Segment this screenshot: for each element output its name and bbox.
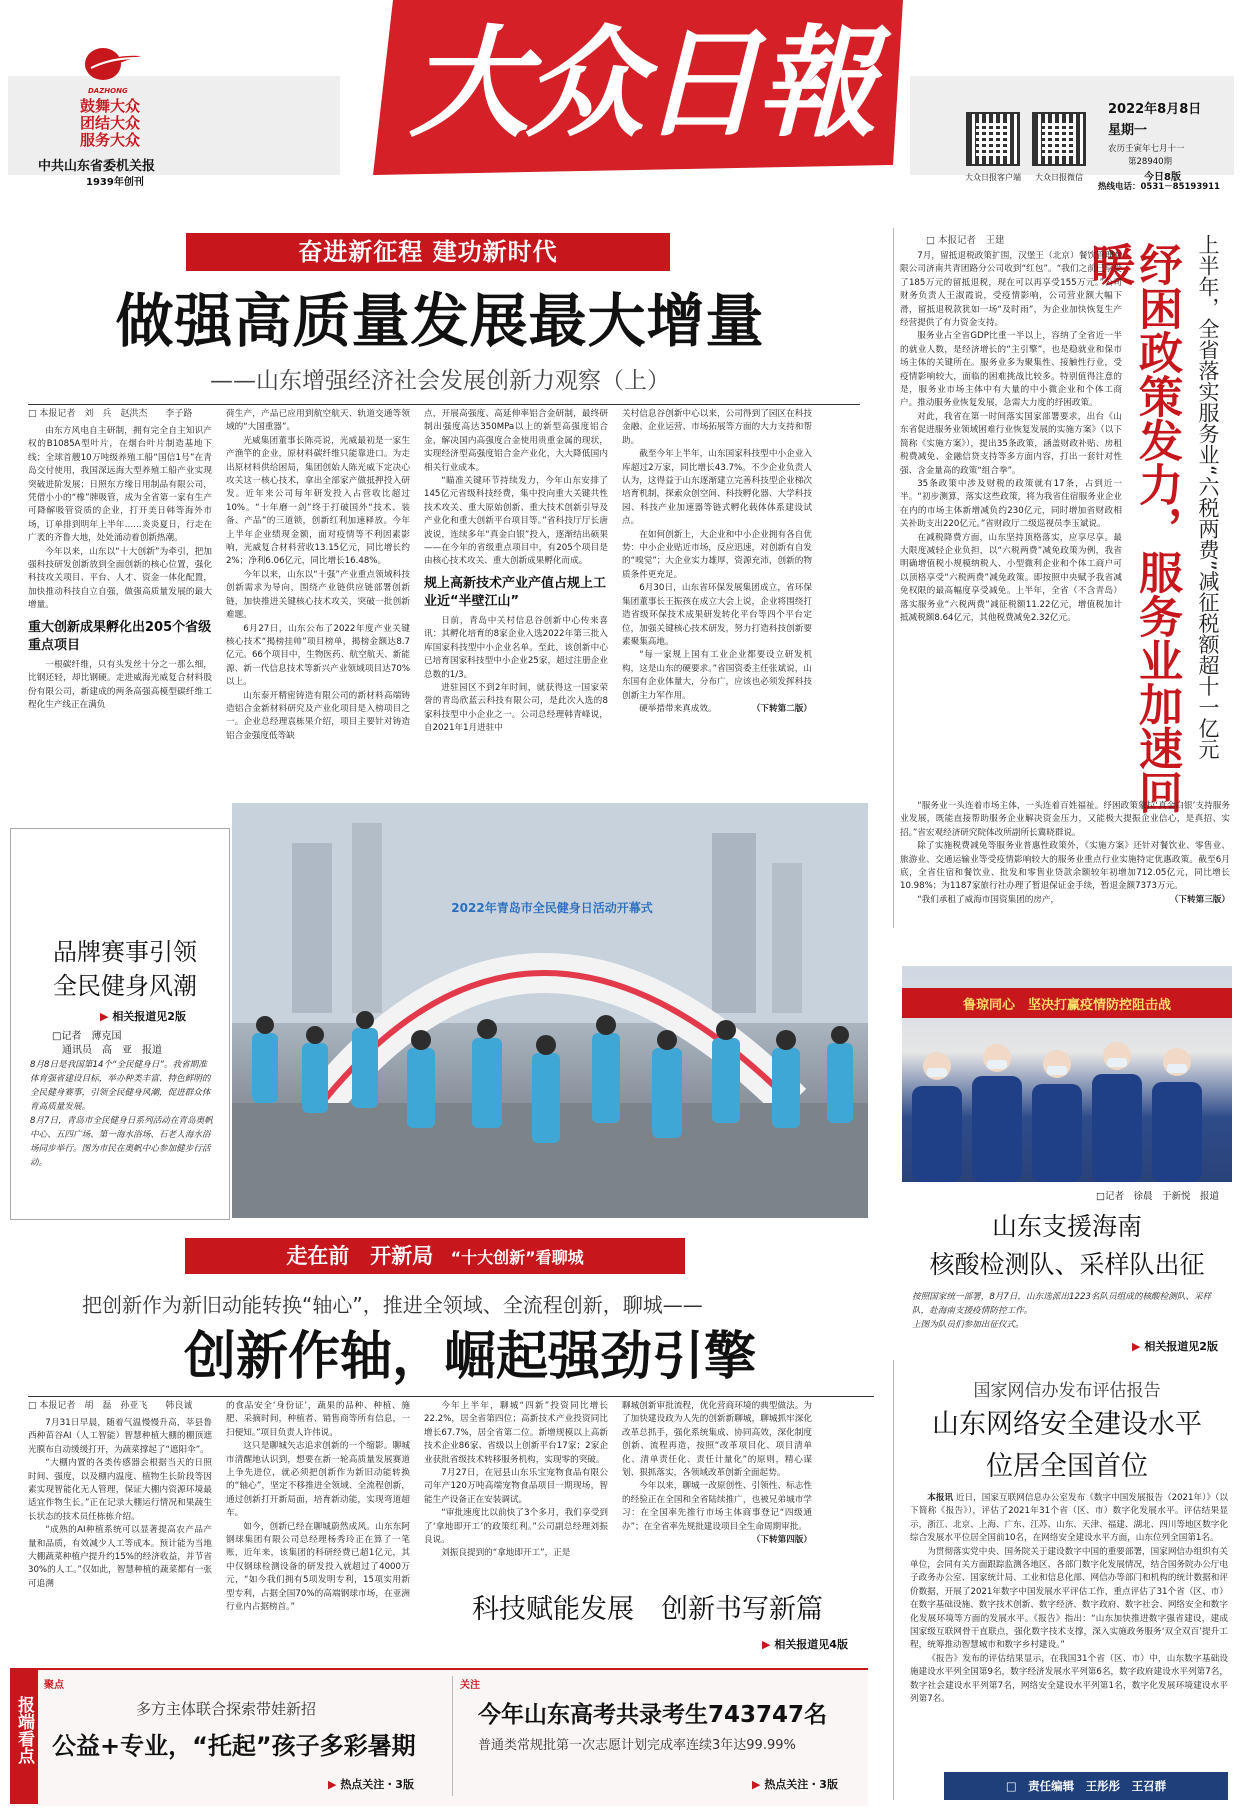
arrow-right-icon: ▶ [762,1638,771,1651]
cyber-divider [893,1360,894,1800]
fitness-headline: 品牌赛事引领 全民健身风潮 [53,938,197,1000]
qr-code-client[interactable] [966,112,1020,166]
second-banner-tag: “十大创新”看聊城 [450,1248,584,1267]
lead-col2-p1: 荷生产，产品已应用到航空航天、轨道交通等领域的“大国重器”。 [226,409,410,433]
second-jump[interactable]: （下转第四版） [751,1535,812,1546]
right-story-p6: “服务业一头连着市场主体，一头连着百姓福祉。纾困政策象拉‘真金白银’支持服务业发展，既能直接帮助服务企业解决资金压力，又能极大提振企业信心，是真招、实招。”省宏观经济研究院体改所副所长冀晓群说。 [900,801,1230,838]
fitness-arch-text: 2022年青岛市全民健身日活动开幕式 [451,901,653,915]
medical-caption: 按照国家统一部署，8月7日，山东选派出1223名队员组成的核酸检测队、采样队，赴海南支援疫情防控工作。 上图为队员们参加出征仪式。 [912,1292,1212,1330]
issue-info [1108,98,1232,183]
lead-col3-p3: 日前，青岛中关村信息谷创新中心传来喜讯：其孵化培育的8家企业入选2022年第三批入库国家科技型中小企业名单。至此，该创新中心已培育国家科技型中小企业25家，超过注册企业总数的1/3。 [424,615,608,680]
lead-col2-p2: 光威集团董事长陈亮说，光威最初是一家生产渔竿的企业，原材料碳纤维只能靠进口。为走出原材料供给困局，集团创始人陈光威下定决心攻关这一核心技术，拿出全部家产做抵押投入研发。近年来公司每年研发投入占营收比超过10%。“十年磨一剑”终于打破国外“技术、装备、产品”的三道锁，创新红利加速释放。今年上半年企业绩现金额，面对疫情等不利因素影响，光威复合材料营收13.15亿元，同比增长约2%；净利6.06亿元，同比增长16.48%。 [226,435,410,567]
arrow-right-icon: ▶ [100,1010,109,1023]
second-rule [28,1396,874,1397]
teaser-2-tag: 关注 [460,1680,480,1691]
lead-col4-p6 [622,703,812,716]
teaser-1[interactable] [44,1676,444,1800]
cyber-body [910,1492,1228,1758]
medical-photo [902,966,1232,1182]
arrow-right-icon: ▶ [328,1778,337,1791]
lead-col-1 [28,408,212,800]
right-story-headline: 纾困政策发力，服务业加速回暖 [1083,242,1182,814]
second-col-4 [622,1400,812,1580]
right-story-p8-text: “我们承租了威海市国资集团的房产， [917,894,1060,905]
second-see-also[interactable] [762,1636,848,1652]
lead-col4-p2: 截至今年上半年，山东国家科技型中小企业入库超过2万家，同比增长43.7%。不少企业负责人认为，这得益于山东逐渐建立完善科技型企业梯次培育机制，探索众创空间、科技孵化器、大学科技园、科技产业加速器等链式孵化载体体系建设试点。 [622,449,812,527]
editors-bar [944,1772,1228,1800]
slogan-line-1: 鼓舞大众 [80,97,141,115]
second-banner [185,1238,685,1274]
arrow-right-icon: ▶ [752,1778,761,1791]
cyber-headline: 山东网络安全建设水平 位居全国首位 [932,1409,1202,1482]
lead-col4-p6-text: 硬举措带来真成效。 [639,703,717,714]
editors-text: □ 责任编辑 王彤彤 王召群 [1005,1779,1167,1793]
cyber-p3: 《报告》发布的评估结果显示，在我国31个省（区、市）中，山东数字基础设施建设水平列全国第9名，数字经济发展水平列第6名，数字政府建设水平列第7名，数字社会建设水平列第7名，网络安全建设水平列第1名，数字化发展环境建设水平列第7名。 [910,1653,1228,1705]
org-name: 中共山东省委机关报 [38,159,156,174]
lead-col1-p1: 由东方风电自主研制，拥有完全自主知识产权的B1085A型叶片，在烟台叶片制造基地下线；全球首艘10万吨级养殖工船“国信1号”在青岛交付使用，我国深远海大型养殖工船产业实现突破进阶发展；日照东方缘日用制品有限公司，凭借小小的“橡”牌吸管，成为全省第一家有生产可降解吸管资质的企业，打开美日韩等海外市场，订单排到明年上半年……炎炎夏日，行走在广袤的齐鲁大地，处处涌动着创新热潮。 [28,426,212,544]
lead-rule [28,404,860,405]
teaser-1-more [328,1776,414,1792]
hotline: 热线电话：0531－85193911 [1098,182,1220,192]
side-label-text: 报端看点 [14,1696,34,1764]
second-kicker: 把创新作为新旧动能转换“轴心”，推进全领域、全流程创新，聊城—— [82,1293,703,1317]
second-col3-p1: 今年上半年，聊城“四新”投资同比增长22.2%，居全省第四位；高新技术产业投资同比增长67.7%，居全省第二位。新增规模以上高新技术企业86家、省级以上创新平台17家；2家企业获批省级技术转移服务机构，实现零的突破。 [424,1401,608,1465]
right-story-jump[interactable]: （下转第三版） [1169,894,1230,905]
issue-lunar: 农历壬寅年七月十一 [1108,144,1185,154]
masthead [8,0,1234,192]
fitness-photo [232,803,868,1218]
teaser-1-kicker: 多方主体联合探索带娃新招 [136,1700,317,1718]
cyber-p2: 为贯彻落实党中央、国务院关于建设数字中国的重要部署，国家网信办组织有关单位，会同有关方面跟踪监测各地区、各部门数字化发展情况，结合国务院办公厅电子政务办公室、国家统计局、工业和信息化部、网信办等部门和机构的统计数据和评价数据，开展了2021年数字中国发展水平评估工作，重点评估了31个省（区、市）在数字基础设施、数字技术创新、数字经济、数字政府、数字社会、网络安全和数字化发展环境等方面的发展水平。《报告》指出：“山东加快推进数字强省建设，建成国家级互联网骨干直联点，强化数字技术支撑，深入实施政务服务‘双全双百’提升工程，统筹推动智慧城市和数字乡村建设。” [910,1546,1228,1651]
logo-text: DAZHONG [88,87,128,95]
right-story-byline: □ 本报记者 王建 [926,235,1005,246]
second-col1-p3: “成熟的AI种植系统可以显著提高农产品产量和品质，有效减少人工等成本。预计能为当地大棚蔬菜种植户提升约15%的经济收益，并节省30%的人工。”仅如此，智慧种植的蔬菜都有一张可追溯 [28,1525,212,1589]
second-byline: □ 本报记者 胡 磊 孙亚飞 韩良诚 [28,1401,193,1411]
second-see-also-text: 相关报道见4版 [774,1638,848,1651]
teaser-2-kicker: 普通类常规批第一次志愿计划完成率连续3年达99.99% [478,1738,796,1753]
lead-col3-p1: 点，开展高强度、高延伸率铝合金研制，最终研制出强度高达350MPa以上的新型高强度铝合金，解决国内高强度合金使用贵重金属的现状，实现经济型高强度铝合金产业化，大大降低国内相关行业成本。 [424,409,608,473]
lead-col2-p4: 6月27日，山东公布了2022年度产业关键核心技术“揭榜挂帅”项目榜单，揭榜金额达8.7亿元。66个项目中，生物医药、航空航天、新能源、新一代信息技术等新兴产业领域项目达70%以上。 [226,623,410,688]
cyber-p1-text: 近日，国家互联网信息办公室发布《数字中国发展报告（2021年）》（以下简称《报告》），评估了2021年31个省（区、市）数字化发展水平。评估结果显示，浙江、北京、上海、广东、江苏、山东、天津、福建、湖北、四川等地区数字化综合发展水平位居全国前10名，在网络安全建设水平方面，山东位列全国第1名。 [910,1493,1228,1544]
newspaper-title: 大众日報 [409,13,873,154]
second-banner-2: 科技赋能发展 创新书写新篇 [472,1594,823,1625]
teaser-2[interactable] [460,1676,860,1800]
right-story-p5: 在减税降费方面，山东坚持顶格落实，应享尽享。最大限度减轻企业负担，以“六税两费”减免政策为例，我省明确增值税小规模纳税人、小型微利企业和个体工商户可以顶格享受“六税两费”减免政策。即按照中央赋予我省减免权限的最高幅度享受减免。上半年，全省（不含青岛）落实服务业“六税两费”减征税额11.22亿元，增值税加计抵减税额8.64亿元，其他税费减免2.32亿元。 [900,532,1122,623]
fitness-caption: 8月8日是我国第14个“全民健身日”。我省期准体育强省建设目标，举办种类丰富、特色鲜明的全民健身赛事，引领全民健身风潮，促进群众体育高质量发展。 8月7日，青岛市全民健身日系列活动在青岛奥帆中心、五四广场、第一海水浴场、石老人海水浴场同步举行。图为市民在奥帆中心参加健步行活动。 [30,1060,213,1168]
medical-banner-text: 鲁琼同心 坚决打赢疫情防控阻击战 [962,998,1171,1013]
lead-col4-p5: “每一家规上国有工业企业都要设立研发机构，这是山东的硬要求。”省国资委主任张斌说，山东国有企业体量大，分布广，应该也必须发挥科技创新主力军作用。 [622,650,812,701]
lead-col-2 [226,408,410,800]
slogan-line-2: 团结大众 [80,114,141,132]
lead-col4-p1: 关村信息谷创新中心以来，公司得到了园区在科技金融、企业运营、市场拓展等方面的大力支持和帮助。 [622,409,812,446]
second-col-1 [28,1400,212,1650]
teaser-2-headline: 今年山东高考共录考生743747名 [478,1702,828,1728]
lead-col3-subhead: 规上高新技术产业产值占规上工业近“半壁江山” [424,575,607,609]
title-block [373,0,903,175]
lead-col2-p5: 山东泰开精密铸造有限公司的新材料高端铸造铝合金新材料研究及产业化项目是入榜项目之一。企业总经理袁栋果介绍，项目主要针对铸造铝合金强度低等缺 [226,690,410,741]
teaser-2-more-text: 热点关注・3版 [764,1778,838,1791]
cyber-p1 [910,1492,1228,1546]
fitness-see-also[interactable] [100,1008,186,1024]
lead-col3-p4: 进驻园区不到2年时间，就获得这一国家荣誉的青岛欣蓝云科技有限公司，是此次入选的8家科技型中小企业之一。公司总经理韩青峰说，自2021年1月进驻中 [424,682,608,734]
lead-col1-subhead: 重大创新成果孵化出205个省级重点项目 [28,619,212,653]
second-col2-p1: 的食品安全‘身份证’，蔬果的品种、种植、施肥、采摘时间，种植者、销售商等所有信息，一扫便知。”项目负责人许伟说。 [226,1401,410,1438]
qr-code-wechat[interactable] [1032,112,1086,166]
lead-col1-p3: 一根碳纤维，只有头发丝十分之一那么细，比钢还轻，却比钢硬。走进威海光威复合材料股份有限公司，新建成的两条高强高模型碳纤维工程化生产线正在满负 [28,659,212,710]
lead-col1-p2: 今年以来，山东以“十大创新”为牵引，把加强科技研发创新放到全面创新的核心位置，强化科技攻关项目、平台、人才、资金一体化配置，加快推动科技自立自强，做强高质量发展的最大增量。 [28,546,212,611]
founded: 1939年创刊 [86,177,144,188]
right-story-p1: 7月，留抵退税政策扩围，汉堡王（北京）餐饮管理有限公司济南共青团路分公司收到“红包”。“我们之前已享受了185万元的留抵退税，现在可以再享受155万元。”公司财务负责人王淑霞说，受疫情影响，公司营业额大幅下滑，留抵退税款犹如一场“及时雨”，为企业加快恢复生产经营提供了有力资金支持。 [900,251,1122,329]
cyber-kicker: 国家网信办发布评估报告 [973,1381,1161,1401]
second-col3-p4: 刘振良提到的“拿地即开工”，正是 [441,1548,571,1559]
right-story-p7: 除了实施税费减免等服务业普惠性政策外，《实施方案》还针对餐饮业、零售业、旅游业、交通运输业等受疫情影响较大的服务业重点行业实施特定优惠政策。截至6月底，全省住宿和餐饮业、批发和零售业贷款余额较年初增加712.05亿元，同比增长10.98%；为1187家旅行社办理了暂退保证金手续，暂退金额7373万元。 [900,841,1230,892]
lead-col-3 [424,408,608,800]
second-col1-p1: 7月31日早晨，随着气温慢慢升高，莘县鲁西种苗谷AI（人工智能）智慧种植大棚的棚顶遮光膜布自动缓缓打开，为蔬菜撑起了“遮阳伞”。 [28,1418,212,1455]
second-col4-p2: 今年以来，聊城一改原创性、引领性、标志性的经验正在全国和全省陆续推广，也被兄弟城市学习：在全国率先推行市场主体商事登记“四级通办”；在全省率先规批建设项目全生命周期审批。 [622,1481,812,1532]
second-col1-p2: “大棚内置的各类传感器会根据当天的日照时间、强度，以及棚内温度、植物生长阶段等因素实现智能化无人管理，保证大棚内资源环境最适宜作物生长。”正在记录大棚运行情况和果蔬生长状态的技术员任栋栋介绍。 [28,1458,212,1522]
issue-date: 2022年8月8日 [1108,102,1202,117]
second-col-3 [424,1400,608,1580]
side-label [10,1668,38,1804]
second-col2-p2: 这只是聊城矢志追求创新的一个缩影。聊城市清醒地认识到，想要在新一轮高质量发展赛道上争先进位，就必须把创新作为新旧动能转换的“轴心”，坚定不移推进全领域、全流程创新，通过创新打开新局面，培育新动能，实现弯道超车。 [226,1441,410,1519]
second-col4-p3 [622,1534,812,1547]
medical-see-also[interactable] [1132,1338,1218,1354]
right-story-p8 [900,894,1230,907]
teaser-2-more [752,1776,838,1792]
issue-number: 第28940期 [1128,157,1173,167]
slogan [80,98,140,149]
teaser-1-headline: 公益+专业，“托起”孩子多彩暑期 [52,1732,416,1760]
second-col3-p2: 7月27日，在冠县山东乐宝宠物食品有限公司年产120万吨高端宠物食品项目一期现场，智能生产设备正在安装调试。 [424,1468,608,1505]
medical-byline: □记者 徐晨 于新悦 报道 [1096,1191,1219,1202]
teaser-divider [452,1676,453,1796]
teaser-1-tag: 聚点 [44,1680,64,1691]
medical-headline: 山东支援海南 核酸检测队、采样队出征 [929,1212,1205,1279]
lead-headline: 做强高质量发展最大增量 [115,287,765,355]
lead-col3-p2: “瞄准关键环节持续发力，今年山东安排了145亿元省级科技经费，集中投向重大关键共性技术攻关、重大原始创新、重大技术创新引导及产业化和重大创新平台项目等。”省科技厅厅长唐波说，连续多年“真金白银”投入，逐渐结出硕果——在今年的省级重点项目中，有205个项目是由核心技术攻关、重大创新成果孵化而成。 [424,476,608,567]
lead-col4-p3: 在如何创新上，大企业和中小企业拥有各自优势：中小企业贴近市场，反应迅速，对创新有自发的“嗅觉”；大企业实力雄厚，资源充沛，创新的物质条件更充足。 [622,529,812,580]
right-story-p2: 服务业占全省GDP比重一半以上，容纳了全省近一半的就业人数，是经济增长的“主引擎”，也是稳就业和保市场主体的关键所在。服务业多为聚集性、接触性行业，受疫情影响较大，面临的困难挑战比较多。特别值得注意的是，服务业市场主体中有大量的中小微企业和个体工商户。推动服务业恢复发展，急需大力度的纾困政策。 [900,331,1122,409]
second-col-2 [226,1400,410,1650]
lead-col4-p4: 6月30日，山东省环保发展集团成立，省环保集团董事长王振孩在成立大会上说，企业将围绕打造省级环保技术成果研发转化平台等四个平台定位，加强关键核心技术研发，努力打造科技创新要素聚集高地。 [622,583,812,647]
teaser-1-more-text: 热点关注・3版 [340,1778,414,1791]
right-story-p3: 对此，我省在第一时间落实国家部署要求，出台《山东省促进服务业领域困难行业恢复发展的实施方案》（以下简称《实施方案》），提出35条政策，涵盖财政补贴、房租税费减免、金融信贷支持等多方面内容，打出一套针对性强、含金量高的政策“组合拳”。 [900,411,1122,476]
right-story-body-wide [900,800,1230,950]
second-banner-text: 走在前 开新局 [286,1244,434,1268]
right-story-subhead: 上半年，全省落实服务业“六税两费”减征税额超十一亿元 [1196,234,1220,760]
second-col4-p1: 聊城创新审批流程，优化营商环境的典型做法。为了加快建设政为人先的创新新聊城，聊城抓牢深化改革总抓手，强化系统集成、协同高效，深化制度创新、流程再造，按照“改革项目化、项目清单化、清单责任化、责任计量化”的原则，精心谋划、狠抓落实，各领域改革创新全面起势。 [622,1401,812,1479]
lead-subhead: ——山东增强经济社会发展创新力观察（上） [210,368,670,394]
dazhong-logo-icon [81,46,143,86]
right-story-divider [893,228,894,928]
qr-label-client: 大众日报客户端 [965,173,1021,182]
cyber-tag: 本报讯 [927,1493,954,1503]
slogan-line-3: 服务大众 [80,131,141,149]
medical-see-also-text: 相关报道见2版 [1144,1340,1218,1353]
lead-col2-p3: 今年以来，山东以“十强”产业重点领域科技创新需求为导向，围绕产业链供应链部署创新链，加快推进关键核心技术攻关，突破一批创新难题。 [226,569,410,621]
arrow-right-icon: ▶ [1132,1340,1141,1353]
second-col2-p3: 如今，创新已经在聊城蔚然成风。山东东阿钢球集团有限公司总经理杨秀玲正在算了一笔账，近年来，该集团的科研经费已超1亿元，其中仅钢球检测设备的研发投入就超过了4000万元，“如今我们拥有5项发明专利，15项实用新型专利，占据全国70%的高端钢球市场，在亚洲行业内占据榜首。” [226,1521,410,1613]
second-col3-p3: “审批速度比以前快了3个多月，我们享受到了‘拿地即开工’的政策红利。”公司副总经理刘振良说。 [424,1508,608,1546]
lead-jump[interactable]: （下转第二版） [751,703,812,714]
lead-byline: □ 本报记者 刘 兵 赵洪杰 李子路 [28,409,193,419]
issue-pages: 今日8版 [1144,172,1181,183]
lead-col-4 [622,408,812,800]
right-story-p4: 35条政策中涉及财税的政策就有17条，占到近一半。“初步测算，落实这些政策，将为我省住宿服务业企业在内的市场主体新增减负约230亿元，同时增加省财政相关补助支出220亿元。”省财政厅二级巡视员李玉斌说。 [900,478,1122,530]
fitness-byline: □记者 薄克国 通讯员 高 亚 报道 [52,1031,162,1056]
qr-label-wechat: 大众日报微信 [1035,173,1083,182]
fitness-photo-scene [232,803,868,1218]
lead-banner: 奋进新征程 建功新时代 [186,233,670,271]
issue-weekday: 星期一 [1108,123,1148,138]
fitness-see-also-text: 相关报道见2版 [112,1010,186,1023]
second-headline: 创新作轴，崛起强劲引擎 [183,1327,756,1387]
